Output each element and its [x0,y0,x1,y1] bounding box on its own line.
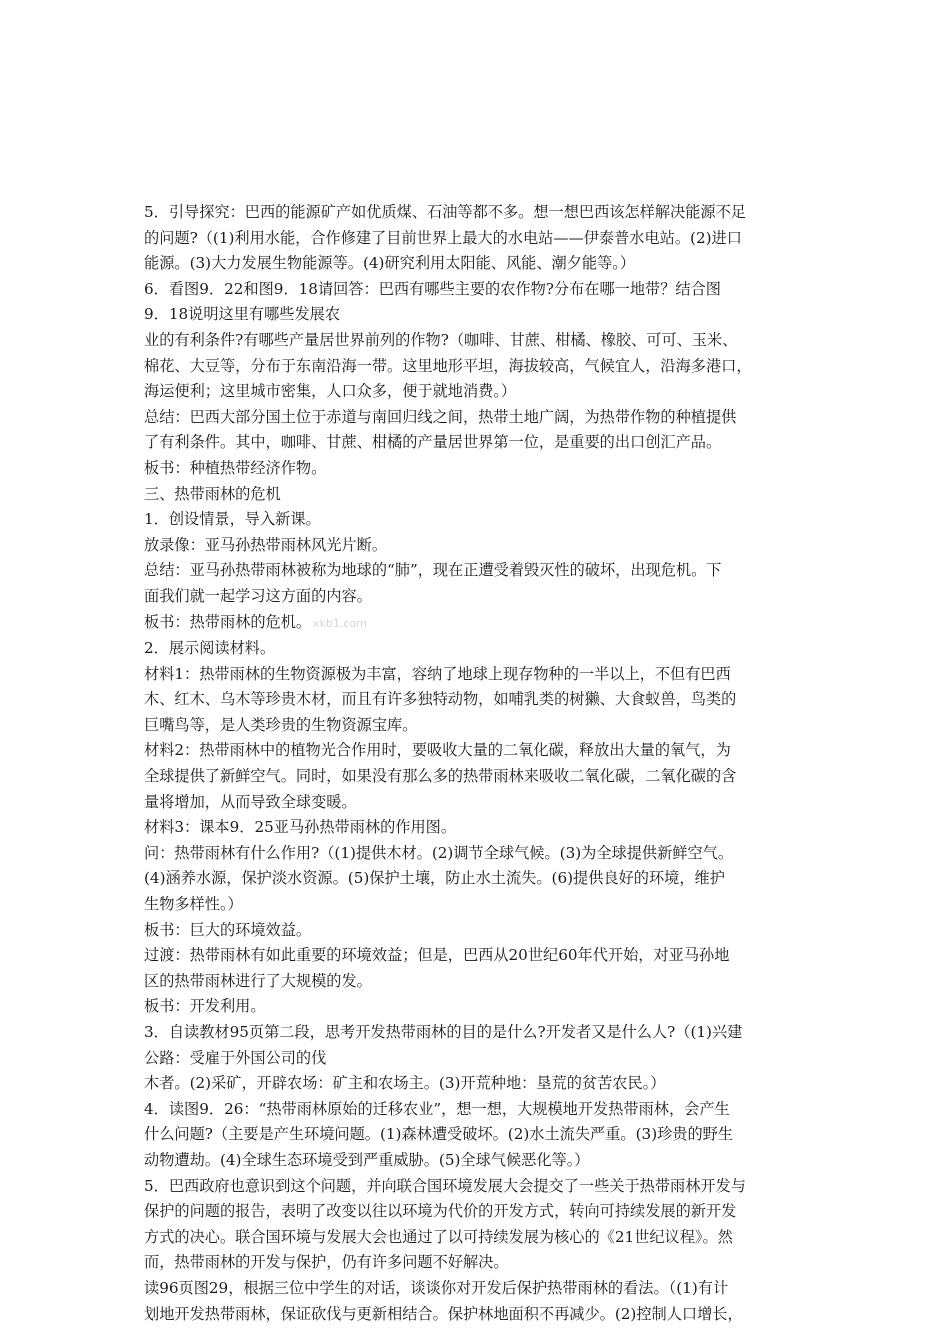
text-line: 放录像：亚马孙热带雨林风光片断。 [144,535,387,554]
text-line: 海运便利；这里城市密集，人口众多，便于就地消费。） [144,382,517,401]
text-line: 业的有利条件?有哪些产量居世界前列的作物?（咖啡、甘蔗、柑橘、橡胶、可可、玉米、 [144,330,738,349]
text-line: 了有利条件。其中，咖啡、甘蔗、柑橘的产量居世界第一位，是重要的出口创汇产品。 [144,433,722,452]
text-line: 过渡：热带雨林有如此重要的环境效益；但是，巴西从20世纪60年代开始，对亚马孙地 [144,946,730,965]
text-line: 什么问题?（主要是产生环境问题。(1)森林遭受破坏。(2)水土流失严重。(3)珍贵的野生 [144,1125,734,1144]
text-line: 材料2：热带雨林中的植物光合作用时，要吸收大量的二氧化碳，释放出大量的氧气，为 [144,741,731,760]
text-line: 板书：巨大的环境效益。 [144,920,312,939]
text-line: 总结：巴西大部分国土位于赤道与南回归线之间，热带土地广阔，为热带作物的种植提供 [144,407,737,426]
text-line: 问：热带雨林有什么作用?（(1)提供木材。(2)调节全球气候。(3)为全球提供新鲜空气。 [144,843,734,862]
watermark: xkb1.com [313,616,367,630]
text-line-with-watermark [144,610,812,637]
text-line: 板书：热带雨林的危机。 [144,612,312,631]
text-line: 板书：开发利用。 [144,997,266,1016]
text-line: 6．看图9．22和图9．18请回答：巴西有哪些主要的农作物?分布在哪一地带？结合图 [144,279,721,298]
text-line: 动物遭劫。(4)全球生态环境受到严重威胁。(5)全球气候恶化等。） [144,1150,590,1169]
text-line: 板书：种植热带经济作物。 [144,458,327,477]
text-line: (4)涵养水源，保护淡水资源。(5)保护土壤，防止水土流失。(6)提供良好的环境，维护 [144,869,725,888]
text-line: 4．读图9．26：“热带雨林原始的迁移农业”，想一想，大规模地开发热带雨林，会产生 [144,1099,730,1118]
text-line: 2．展示阅读材料。 [144,639,276,658]
text-line: 保护的问题的报告，表明了改变以往以环境为代价的开发方式，转向可持续发展的新开发 [144,1202,737,1221]
document-body [144,200,812,1327]
text-line: 公路：受雇于外国公司的伐 [144,1048,327,1067]
text-line: 1．创设情景，导入新课。 [144,510,321,529]
text-line: 5．引导探究：巴西的能源矿产如优质煤、石油等都不多。想一想巴西该怎样解决能源不足 [144,203,746,221]
text-line: 木者。(2)采矿，开辟农场：矿主和农场主。(3)开荒种地：垦荒的贫苦农民。） [144,1074,666,1093]
text-line: 材料1：热带雨林的生物资源极为丰富，容纳了地球上现存物种的一半以上，不但有巴西 [144,664,731,683]
text-line: 面我们就一起学习这方面的内容。 [144,586,372,605]
text-line: 巨嘴鸟等，是人类珍贵的生物资源宝库。 [144,715,418,734]
text-line: 而，热带雨林的开发与保护，仍有许多问题不好解决。 [144,1253,509,1272]
section-heading: 三、热带雨林的危机 [144,484,281,503]
text-line: 棉花、大豆等，分布于东南沿海一带。这里地形平坦，海拔较高，气候宜人，沿海多港口， [144,356,752,375]
text-line: 区的热带雨林进行了大规模的发。 [144,971,372,990]
text-line: 材料3：课本9．25亚马孙热带雨林的作用图。 [144,818,457,837]
text-line: 能源。(3)大力发展生物能源等。(4)研究利用太阳能、风能、潮夕能等。） [144,254,636,273]
text-line: 的问题?（(1)利用水能，合作修建了目前世界上最大的水电站——伊泰普水电站。(2)进口 [144,228,742,247]
text-line: 生物多样性。） [144,895,243,914]
text-line: 划地开发热带雨林，保证砍伐与更新相结合。保护林地面积不再减少。(2)控制人口增长， [144,1304,743,1323]
text-line: 5．巴西政府也意识到这个问题，并向联合国环境发展大会提交了一些关于热带雨林开发与 [144,1176,746,1195]
text-line: 全球提供了新鲜空气。同时，如果没有那么多的热带雨林来吸收二氧化碳，二氧化碳的含 [144,767,737,786]
text-line: 木、红木、乌木等珍贵木材，而且有许多独特动物，如哺乳类的树獭、大食蚁兽，鸟类的 [144,690,737,709]
text-line: 读96页图29，根据三位中学生的对话，谈谈你对开发后保护热带雨林的看法。（(1)有计 [144,1278,729,1297]
text-line: 量将增加，从而导致全球变暖。 [144,792,357,811]
text-line: 9．18说明这里有哪些发展农 [144,305,341,324]
text-line: 3．自读教材95页第二段，思考开发热带雨林的目的是什么?开发者又是什么人?（(1)兴建 [144,1023,743,1041]
text-line: 方式的决心。联合国环境与发展大会也通过了以可持续发展为核心的《21世纪议程》。然 [144,1227,733,1246]
text-line: 总结：亚马孙热带雨林被称为地球的“肺”，现在正遭受着毁灭性的破坏，出现危机。下 [144,561,722,580]
